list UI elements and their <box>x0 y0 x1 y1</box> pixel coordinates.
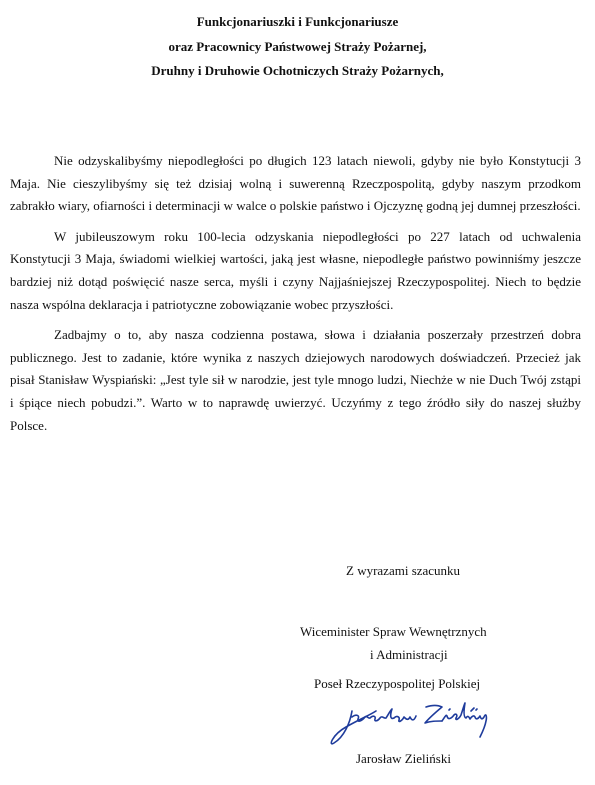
paragraph-2: W jubileuszowym roku 100-lecia odzyskania niepodległości po 227 latach od uchwalenia Konstytucji 3 Maja, świadomi wielkiej wartości, jaką jest własne, niepodległe państwo powinniśmy jeszcze bardziej niż dotąd poświęcić nasze serca, myśli i czyny Najjaśniejszej Rzeczypospolitej. Niech to będzie nasza wspólna deklaracja i patriotyczne zobowiązanie wobec przyszłości. <box>10 228 581 312</box>
handwritten-signature <box>330 697 500 749</box>
salutation-line-1: Funkcjonariuszki i Funkcjonariusze <box>196 14 399 29</box>
closing-greeting: Z wyrazami szacunku <box>346 563 461 578</box>
signer-title-line-2: i Administracji <box>370 647 448 662</box>
paragraph-1: Nie odzyskalibyśmy niepodległości po długich 123 latach niewoli, gdyby nie było Konstytucji 3 Maja. Nie cieszylibyśmy się też dzisiaj wolną i suwerenną Rzeczpospolitą, gdyby naszym przodkom zabrakło wiary, ofiarności i determinacji w walce o polskie państwo i Ojczyznę godną jej dumnej przeszłości. <box>10 153 581 214</box>
salutation-line-3: Druhny i Druhowie Ochotniczych Straży Pożarnych, <box>151 63 444 78</box>
paragraph-3: Zadbajmy o to, aby nasza codzienna postawa, słowa i działania poszerzały przestrzeń dobra publicznego. Jest to zadanie, które wynika z naszych dziejowych narodowych doświadczeń. Przecież jak pisał Stanisław Wyspiański: „Jest tyle sił w narodzie, jest tyle mnogo ludzi, Niechże w nie Duch Twój zstąpi i śpiące niech pobudzi.”. Warto w to naprawdę uwierzyć. Uczyńmy z tego źródło siły do naszej służby Polsce. <box>10 327 581 433</box>
salutation-line-2: oraz Pracownicy Państwowej Straży Pożarnej, <box>168 38 427 54</box>
letter-body <box>10 150 581 445</box>
signer-title-line-3: Poseł Rzeczypospolitej Polskiej <box>314 676 481 691</box>
signer-name: Jarosław Zieliński <box>356 751 451 766</box>
salutation-block <box>0 10 595 84</box>
signer-title-line-1: Wiceminister Spraw Wewnętrznych <box>300 624 487 639</box>
